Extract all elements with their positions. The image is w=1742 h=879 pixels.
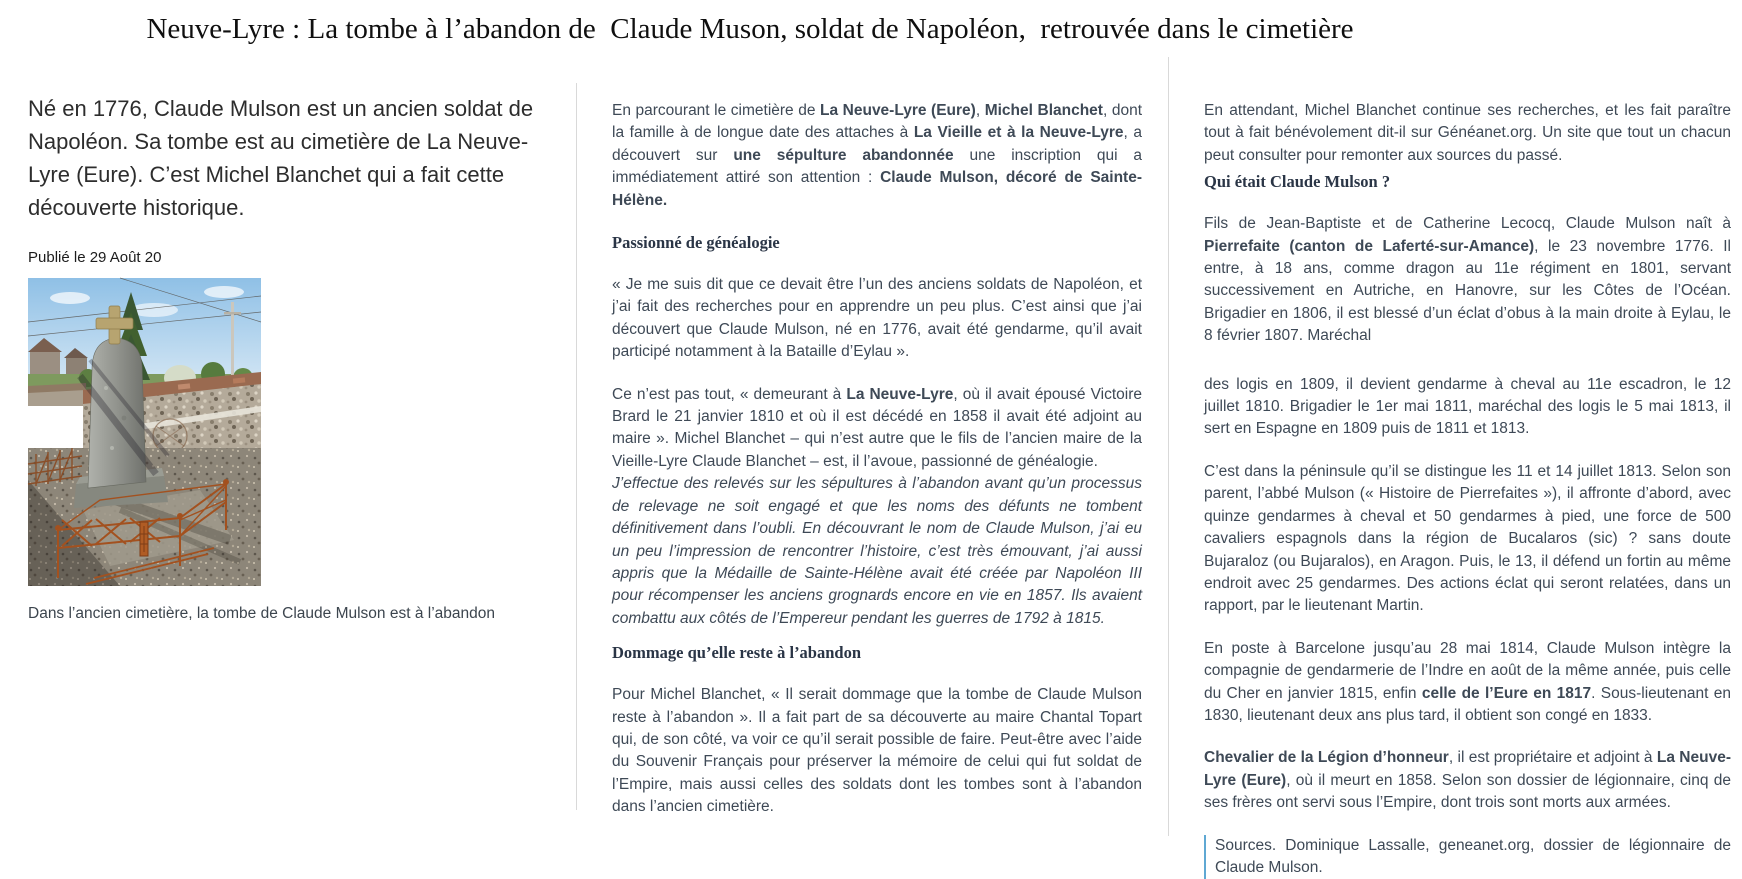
section-heading: Dommage qu’elle reste à l’abandon (612, 643, 862, 663)
left-column (28, 92, 548, 624)
column-divider-right (1168, 57, 1169, 836)
grave-photo-illustration (28, 278, 261, 586)
intro-paragraph: Né en 1776, Claude Mulson est un ancien soldat de Napoléon. Sa tombe est au cimetière de La Neuve-Lyre (Eure). C’est Michel Blanchet qui a fait cette découverte historique. (28, 96, 534, 220)
article-paragraph: Fils de Jean-Baptiste et de Catherine Lecocq, Claude Mulson naît à Pierrefaite (canton de Laferté-sur-Amance), le 23 novembre 1776. Il entre, à 18 ans, comme dragon au 11e régiment en 1801, servant successivement en Autriche, en Hanovre, sur les Côtes de l’Océan. Brigadier en 1806, il est blessé d’un éclat d’obus à la main droite à Eylau, le 8 février 1807. Maréchal (1204, 215, 1731, 345)
article-paragraph: En attendant, Michel Blanchet continue ses recherches, et les fait paraître tout à fait bénévolement dit-il sur Généanet.org. Un site que tout un chacun peut consulter pour remonter aux sources du passé. (1204, 102, 1731, 164)
article-paragraph: En poste à Barcelone jusqu’au 28 mai 1814, Claude Mulson intègre la compagnie de gendarmerie de l’Indre en août de la même année, puis celle du Cher en janvier 1815, enfin celle de l’Eure en 1817. Sous-lieutenant en 1830, lieutenant deux ans plus tard, il obtient son congé en 1833. (1204, 639, 1731, 724)
sources-note: Sources. Dominique Lassalle, geneanet.org, dossier de légionnaire de Claude Mulson. (1204, 835, 1731, 879)
article-paragraph: En parcourant le cimetière de La Neuve-Lyre (Eure), Michel Blanchet, dont la famille à de longue date des attaches à La Vieille et à la Neuve-Lyre, a découvert sur une sépulture abandonnée une inscription qui a immédiatement attiré son attention : Claude Mulson, décoré de Sainte-Hélène. (612, 102, 1143, 209)
article-paragraph: « Je me suis dit que ce devait être l’un des anciens soldats de Napoléon, et j’ai fait des recherches pour en apprendre un peu plus. C’est ainsi que j’ai découvert que Claude Mulson, né en 1776, avait été gendarme, qu’il avait participé notamment à la Bataille d’Eylau ». (612, 276, 1142, 361)
page-title: Neuve-Lyre : La tombe à l’abandon de Claude Muson, soldat de Napoléon, retrouvée dans le cimetière (146, 13, 1354, 45)
column-divider-left (576, 83, 577, 810)
article-paragraph: J’effectue des relevés sur les sépultures à l’abandon avant qu’un processus de relevage ne soit engagé et que les noms des défunts ne tombent définitivement dans l’oubli. En découvrant le nom de Claude Mulson, j’ai eu un peu l’impression de rencontrer l’histoire, c’est très émouvant, j’ai aussi appris que la Médaille de Sainte-Hélène avait été créée par Napoléon III pour récompenser les anciens grognards encore en vie en 1857. Ils avaient combattu aux côtés de l’Empereur pendant les guerres de 1792 à 1815. (612, 475, 1142, 627)
section-heading: Qui était Claude Mulson ? (1204, 172, 1391, 192)
right-column (1204, 100, 1731, 879)
article-paragraph: des logis en 1809, il devient gendarme à cheval au 11e escadron, le 12 juillet 1810. Brigadier le 1er mai 1811, maréchal des logis le 5 mai 1813, il sert en Espagne en 1809 puis de 1811 et 1813. (1204, 375, 1731, 438)
article-paragraph: Chevalier de la Légion d’honneur, il est propriétaire et adjoint à La Neuve-Lyre (Eure), où il meurt en 1858. Selon son dossier de légionnaire, cinq de ses frères ont servi sous l’Empire, dont trois sont morts aux armées. (1204, 749, 1731, 812)
photo-caption: Dans l’ancien cimetière, la tombe de Claude Mulson est à l’abandon (28, 605, 495, 622)
article-paragraph: Pour Michel Blanchet, « Il serait dommage que la tombe de Claude Mulson reste à l’abandon ». Il a fait part de sa découverte au maire Chantal Topart qui, de son côté, va voir ce qu’il serait possible de faire. Peut-être avec l’aide du Souvenir Français pour préserver la mémoire de celui qui fut soldat de l’Empire, mais aussi celles des soldats dont les tombes sont à l’abandon dans l’ancien cimetière. (612, 686, 1142, 816)
section-heading: Passionné de généalogie (612, 233, 780, 253)
published-date: Publié le 29 Août 20 (28, 249, 162, 266)
middle-column (612, 100, 1142, 819)
article-paragraph: Ce n’est pas tout, « demeurant à La Neuve-Lyre, où il avait épousé Victoire Brard le 21 janvier 1810 et où il est décédé en 1858 il avait été adjoint au maire ». Michel Blanchet – qui n’est autre que le fils de l’ancien maire de la Vieille-Lyre Claude Blanchet – est, il l’avoue, passionné de généalogie. (612, 385, 1142, 470)
article-paragraph: C’est dans la péninsule qu’il se distingue les 11 et 14 juillet 1813. Selon son parent, l’abbé Mulson (« Histoire de Pierrefaites »), il affronte d’abord, avec quinze gendarmes à cheval et 50 gendarmes à pied, une force de 500 cavaliers espagnols dans la région de Bucalaros (sic) ? sans doute Bujaraloz (ou Bujaralos), en Aragon. Puis, le 13, il défend un fortin au même endroit avec 25 gendarmes. Des actions éclat qui seront relatées, dans un rapport, par le lieutenant Martin. (1204, 462, 1731, 615)
article-photo (28, 278, 261, 586)
